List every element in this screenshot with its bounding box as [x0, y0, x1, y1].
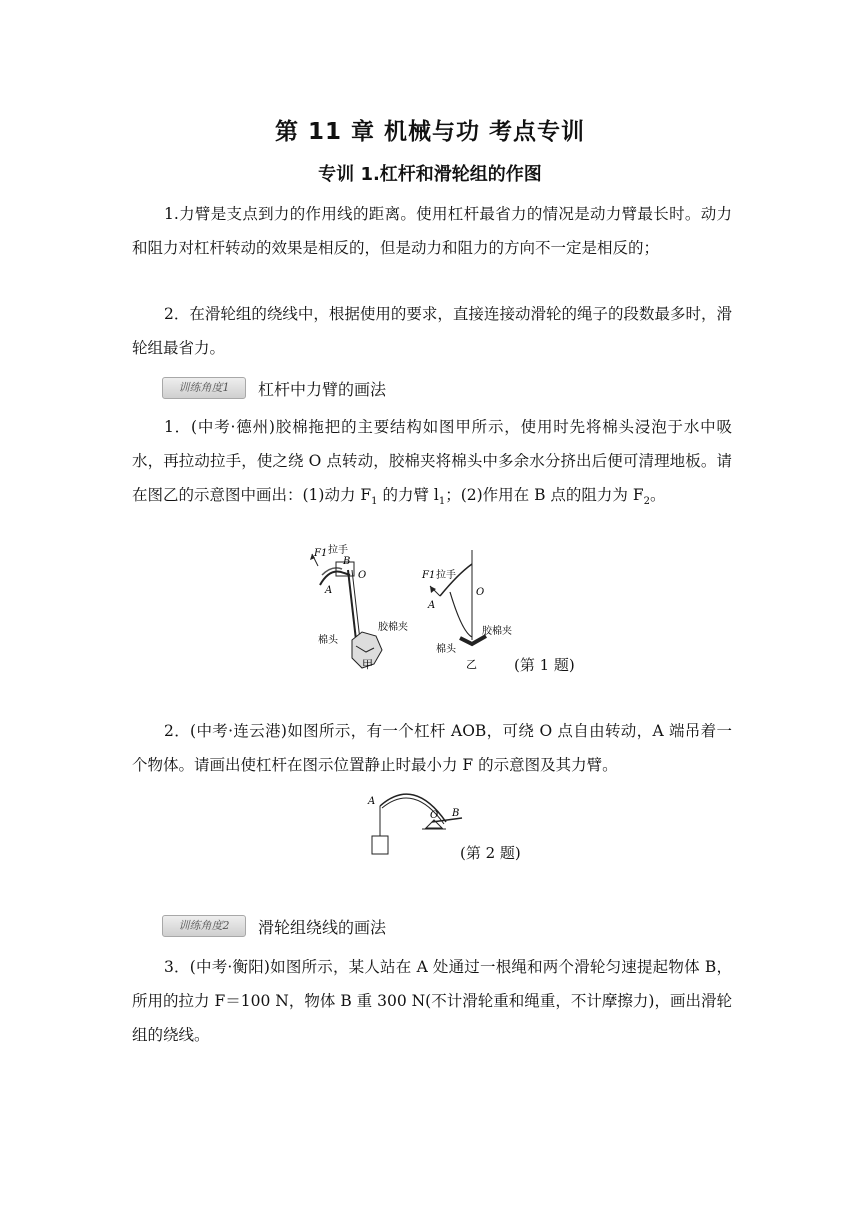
fig1l-head: 棉头: [318, 635, 338, 646]
q1-text-c: ；(2)作用在 B 点的阻力为 F: [445, 486, 644, 504]
fig1r-f1: F1: [422, 570, 436, 581]
q3-text: 3．(中考·衡阳)如图所示，某人站在 A 处通过一根绳和两个滑轮匀速提起物体 B，所用的拉力 F＝100 N，物体 B 重 300 N(不计滑轮重和绳重，不计摩擦力)，画出滑轮组的绕线。: [132, 958, 732, 1044]
fig1r-o: O: [476, 587, 485, 598]
fig1r-head: 棉头: [436, 644, 456, 655]
section-header-1: [162, 376, 386, 400]
fig1l-o: O: [358, 570, 367, 581]
fig1l-clamp: 胶棉夹: [378, 622, 408, 633]
caption-q1: (第 1 题): [514, 656, 575, 674]
fig2-a: A: [368, 796, 376, 807]
fig1l-a: A: [325, 585, 333, 596]
figure-1: [300, 540, 530, 675]
section-header-2: [162, 914, 386, 938]
fig1l-handle: 拉手: [328, 545, 348, 556]
q1-sub-1: 1: [371, 496, 378, 508]
fig1l-b: B: [343, 556, 351, 567]
fig1r-label: 乙: [466, 658, 477, 671]
intro-text-1: 1.力臂是支点到力的作用线的距离。使用杠杆最省力的情况是动力臂最长时。动力和阻力对杠杆转动的效果是相反的，但是动力和阻力的方向不一定是相反的；: [132, 205, 732, 257]
figure-2: [362, 786, 472, 862]
fig2-o: O: [430, 810, 439, 821]
section-tag-1: 训练角度1: [162, 377, 246, 399]
question-3: [132, 950, 732, 1052]
caption-q2: (第 2 题): [460, 844, 521, 862]
section-tag-2: 训练角度2: [162, 915, 246, 937]
section-title-1: 杠杆中力臂的画法: [258, 379, 387, 399]
question-1: [132, 410, 732, 519]
intro-text-2: 2．在滑轮组的绕线中，根据使用的要求，直接连接动滑轮的绳子的段数最多时，滑轮组最省力。: [132, 305, 732, 357]
q2-text: 2．(中考·连云港)如图所示，有一个杠杆 AOB，可绕 O 点自由转动，A 端吊着一个物体。请画出使杠杆在图示位置静止时最小力 F 的示意图及其力臂。: [132, 722, 732, 774]
q1-sub-2: 1: [438, 496, 446, 508]
page-title: 第 11 章 机械与功 考点专训: [274, 119, 586, 145]
figure-1-right-schematic: [421, 550, 512, 671]
fig1r-clamp: 胶棉夹: [482, 626, 512, 637]
intro-paragraph-2: [132, 297, 732, 365]
fig1r-handle: 拉手: [436, 570, 456, 581]
q1-text-a: 1．(中考·德州)胶棉拖把的主要结构如图甲所示，使用时先将棉头浸泡于水中吸水，再拉动拉手，使之绕 O 点转动，胶棉夹将棉头中多余水分挤出后便可清理地板。请在图乙的示意图中画出：(1)动力 F: [132, 418, 732, 504]
q1-sub-3: 2: [643, 496, 650, 508]
fig2-b: B: [452, 808, 460, 819]
question-2: [132, 714, 732, 782]
fig1r-a: A: [428, 600, 436, 611]
fig1l-label: 甲: [362, 658, 373, 671]
fig1l-f1: F1: [314, 548, 328, 559]
q1-text-b: 的力臂 l: [377, 486, 439, 504]
page-subtitle: 专训 1.杠杆和滑轮组的作图: [318, 164, 542, 185]
q1-text-d: 。: [649, 486, 666, 504]
intro-paragraph-1: [132, 197, 732, 265]
figure-1-left-mop: [310, 543, 408, 671]
section-title-2: 滑轮组绕线的画法: [258, 917, 387, 937]
